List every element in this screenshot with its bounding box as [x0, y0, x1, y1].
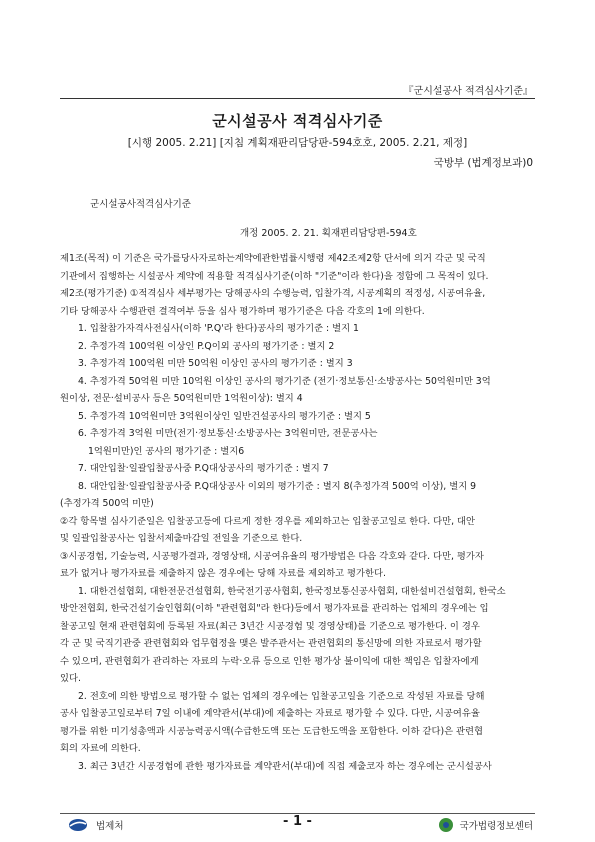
- document-org: 국방부 (법계정보과)0: [433, 157, 533, 169]
- document-meta: [시행 2005. 2.21] [지침 계획재판리담당판-594호호, 2005. 2.21, 제정]: [127, 137, 468, 149]
- body-line: 4. 추정가격 50억원 미만 10억원 이상인 공사의 평가기준 (전기·정보통신·소방공사는 50억원미만 3억: [78, 375, 491, 387]
- body-line: 회의 자료에 의한다.: [60, 743, 141, 754]
- body-line: 8. 대안입찰·일괄입찰공사중 P.Q대상공사 이외의 평가기준 : 별지 8(추정가격 500억 이상), 별지 9: [78, 480, 477, 492]
- body-line: 1. 입찰참가자격사전심사(이하 'P.Q'라 한다)공사의 평가기준 : 별지 1: [78, 323, 359, 334]
- body-line: 3. 최근 3년간 시공경험에 관한 평가자료를 계약관서(부대)에 직접 제출코자 하는 경우에는 군시설공사: [78, 760, 492, 772]
- footer-right-label: 국가법령정보센터: [459, 821, 533, 832]
- body-line: 7. 대안입찰·일괄입찰공사중 P.Q대상공사의 평가기준 : 별지 7: [78, 463, 329, 474]
- body-line: 및 일괄입찰공사는 입찰서제출마감일 전일을 기준으로 한다.: [60, 533, 303, 544]
- body-line: 평가를 위한 미기성총액과 시공능력공시액(수급한도액 또는 도급한도액을 포함한다. 이하 같다)은 관련협: [60, 725, 483, 737]
- page-number: - 1 -: [283, 814, 312, 829]
- running-header: 『군시설공사 적격심사기준』: [403, 86, 533, 97]
- body-line: 제1조(목적) 이 기준은 국가를당사자로하는계약에관한법률시행령 제42조제2항 단서에 의거 각군 및 국직: [60, 253, 486, 264]
- body-line: 3. 추정가격 100억원 미만 50억원 이상인 공사의 평가기준 : 별지 3: [78, 358, 353, 369]
- body-line: 1. 대한건설협회, 대한전문건설협회, 한국전기공사협회, 한국정보통신공사협회, 대한설비건설협회, 한국소: [78, 585, 506, 597]
- body-line: 6. 추정가격 3억원 미만(전기·정보통신·소방공사는 3억원미만, 전문공사는: [78, 428, 378, 439]
- body-line: (추정가격 500억 미만): [60, 498, 154, 509]
- body-line: 료가 없거나 평가자료를 제출하지 않은 경우에는 당해 자료를 제외하고 평가한다.: [60, 568, 386, 579]
- law-center-logo-icon: [438, 817, 454, 833]
- body-line: 기타 당해공사 수행관련 결격여부 등을 심사 평가하며 평가기준은 다음 각호의 1에 의한다.: [60, 305, 425, 317]
- body-line: 방안전협회, 한국건설기술인협회(이하 "관련협회"라 한다)등에서 평가자료를 관리하는 업체의 경우에는 입: [60, 603, 489, 614]
- body-line: 제2조(평가기준) ①적격심사 세부평가는 당해공사의 수행능력, 입찰가격, 시공계획의 적정성, 시공여유율,: [60, 288, 486, 299]
- body-line: 1억원미만)인 공사의 평가기준 : 별지6: [88, 445, 245, 457]
- body-line: ③시공경험, 기술능력, 시공평가결과, 경영상태, 시공여유율의 평가방법은 다음 각호와 같다. 다만, 평가자: [60, 550, 484, 562]
- body-line: 수 있으며, 관련협회가 관리하는 자료의 누락·오류 등으로 인한 평가상 불이익에 대한 책임은 입찰자에게: [60, 655, 479, 667]
- footer-left-label: 법제처: [96, 821, 124, 832]
- body-line: 기관에서 집행하는 시설공사 계약에 적용할 적격심사기준(이하 "기준"이라 한다)을 정함에 그 목적이 있다.: [60, 270, 489, 282]
- footer-right: [438, 817, 533, 833]
- document-title: 군시설공사 적격심사기준: [212, 112, 383, 130]
- body-line: 공사 입찰공고일로부터 7일 이내에 계약관서(부대)에 제출하는 자료로 평가할 수 있다. 다만, 시공여유율: [60, 708, 480, 719]
- body-line: 있다.: [60, 673, 81, 684]
- body-line: 각 군 및 국직기관중 관련협회와 업무협정을 맺은 발주관서는 관련협회의 통신망에 의한 자료로서 평가할: [60, 638, 482, 649]
- body-line: 2. 전호에 의한 방법으로 평가할 수 없는 업체의 경우에는 입찰공고일을 기준으로 작성된 자료를 당해: [78, 690, 485, 702]
- body-line: 2. 추정가격 100억원 이상인 P.Q이외 공사의 평가기준 : 별지 2: [78, 340, 335, 352]
- revision-note: 개정 2005. 2. 21. 획재편리담당편-594호: [240, 228, 417, 239]
- section-name: 군시설공사적격심사기준: [90, 199, 191, 210]
- body-line: 찰공고일 현재 관련협회에 등록된 자료(최근 3년간 시공경험 및 경영상태)를 기준으로 평가한다. 이 경우: [60, 620, 480, 632]
- body-line: 5. 추정가격 10억원미만 3억원이상인 일반건설공사의 평가기준 : 별지 5: [78, 410, 371, 422]
- body-text: [60, 250, 538, 775]
- header-rule: [60, 98, 535, 99]
- body-line: ②각 항목별 심사기준일은 입찰공고등에 다르게 정한 경우를 제외하고는 입찰공고일로 한다. 다만, 대안: [60, 515, 475, 527]
- body-line: 원이상, 전문·설비공사 등은 50억원미만 1억원이상): 별지 4: [60, 393, 303, 404]
